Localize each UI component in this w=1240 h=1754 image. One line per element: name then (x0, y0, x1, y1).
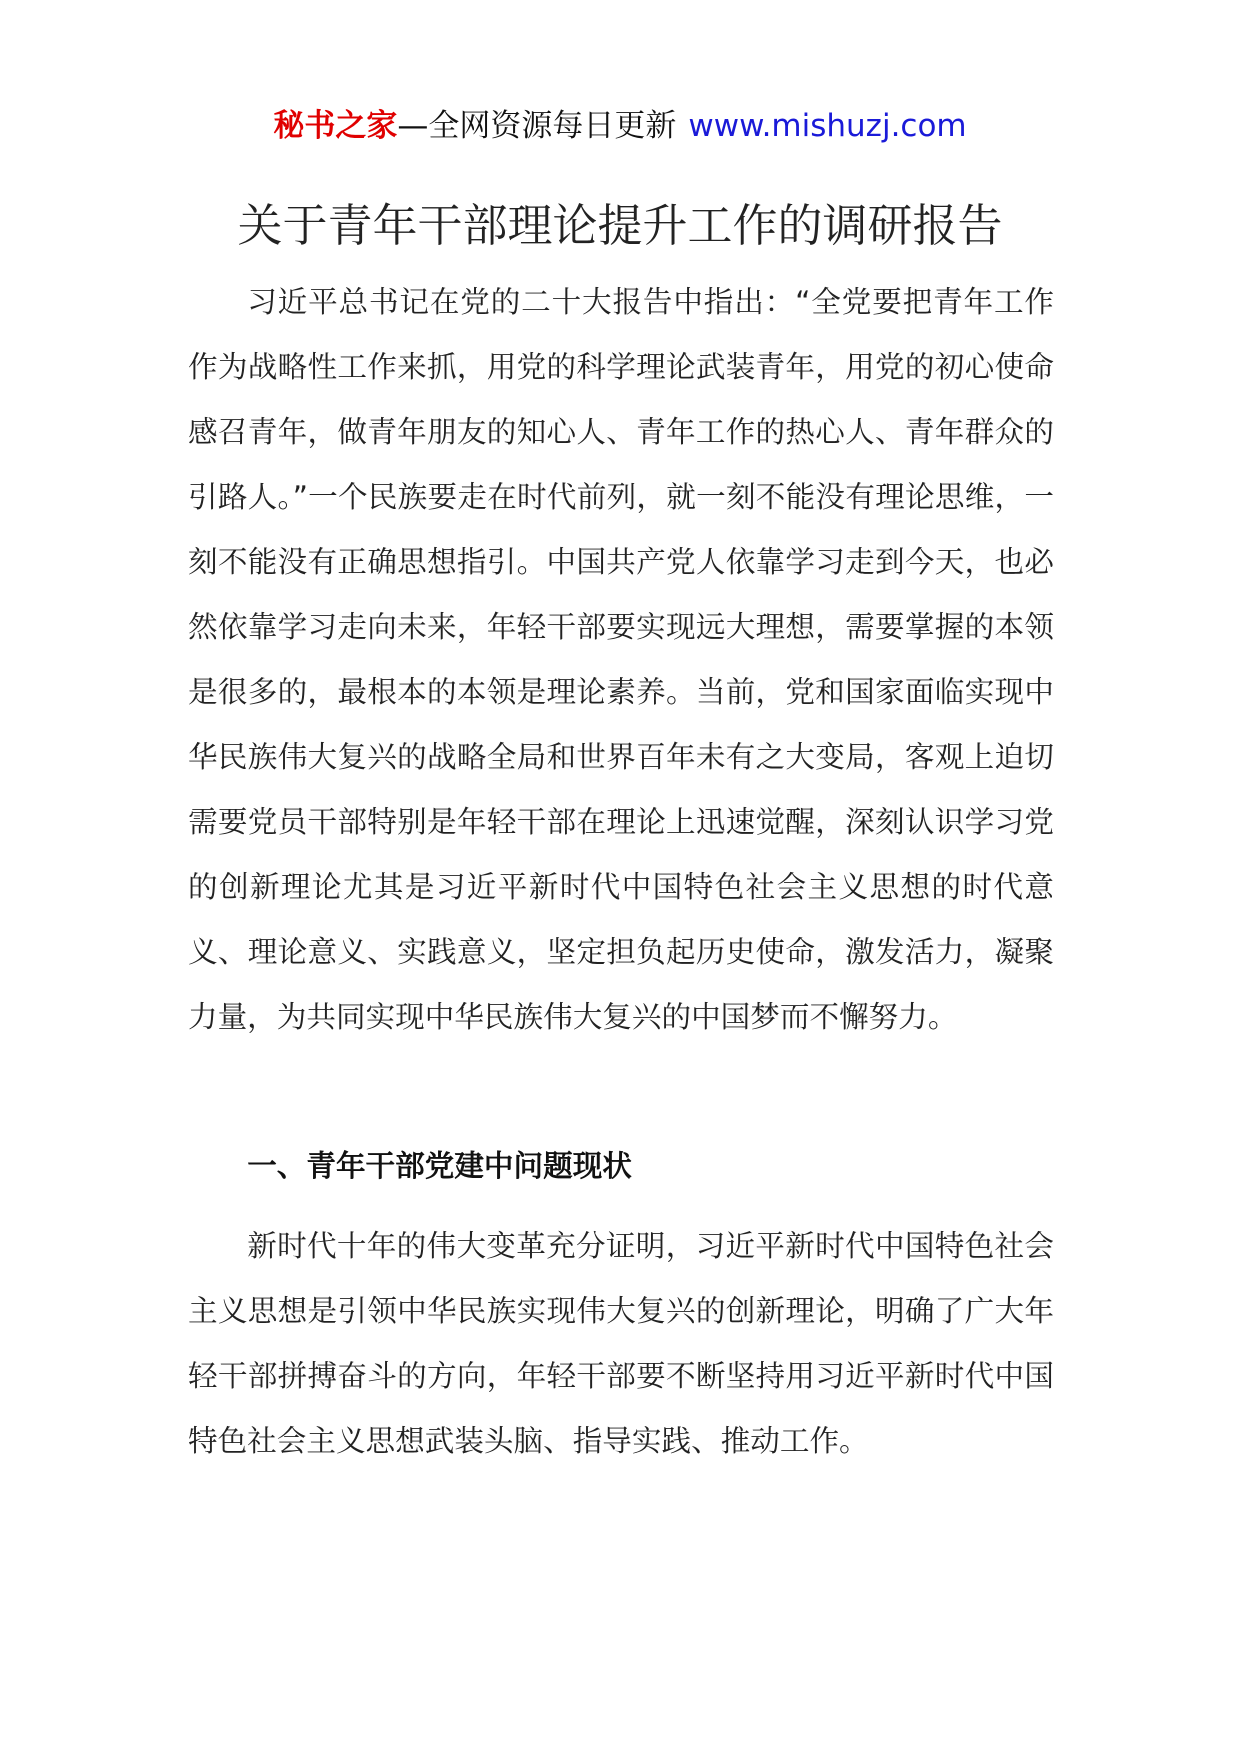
document-title: 关于青年干部理论提升工作的调研报告 (237, 199, 1003, 252)
brand-name: 秘书之家 (273, 108, 398, 144)
site-url-link[interactable]: www.mishuzj.com (688, 108, 967, 144)
site-banner (0, 104, 1240, 148)
paragraph-intro: 习近平总书记在党的二十大报告中指出：“全党要把青年工作作为战略性工作来抓，用党的科学理论武装青年，用党的初心使命感召青年，做青年朋友的知心人、青年工作的热心人、青年群众的引路人。”一个民族要走在时代前列，就一刻不能没有理论思维，一刻不能没有正确思想指引。中国共产党人依靠学习走到今天，也必然依靠学习走向未来，年轻干部要实现远大理想，需要掌握的本领是很多的，最根本的本领是理论素养。当前，党和国家面临实现中华民族伟大复兴的战略全局和世界百年未有之大变局，客观上迫切需要党员干部特别是年轻干部在理论上迅速觉醒，深刻认识学习党的创新理论尤其是习近平新时代中国特色社会主义思想的时代意义、理论意义、实践意义，坚定担负起历史使命，激发活力，凝聚力量，为共同实现中华民族伟大复兴的中国梦而不懈努力。 (188, 285, 1054, 1034)
brand-slogan: —全网资源每日更新 (397, 108, 677, 144)
section-heading-1: 一、青年干部党建中问题现状 (247, 1149, 632, 1183)
paragraph-section-1: 新时代十年的伟大变革充分证明，习近平新时代中国特色社会主义思想是引领中华民族实现伟大复兴的创新理论，明确了广大年轻干部拼搏奋斗的方向，年轻干部要不断坚持用习近平新时代中国特色社会主义思想武装头脑、指导实践、推动工作。 (188, 1229, 1054, 1458)
